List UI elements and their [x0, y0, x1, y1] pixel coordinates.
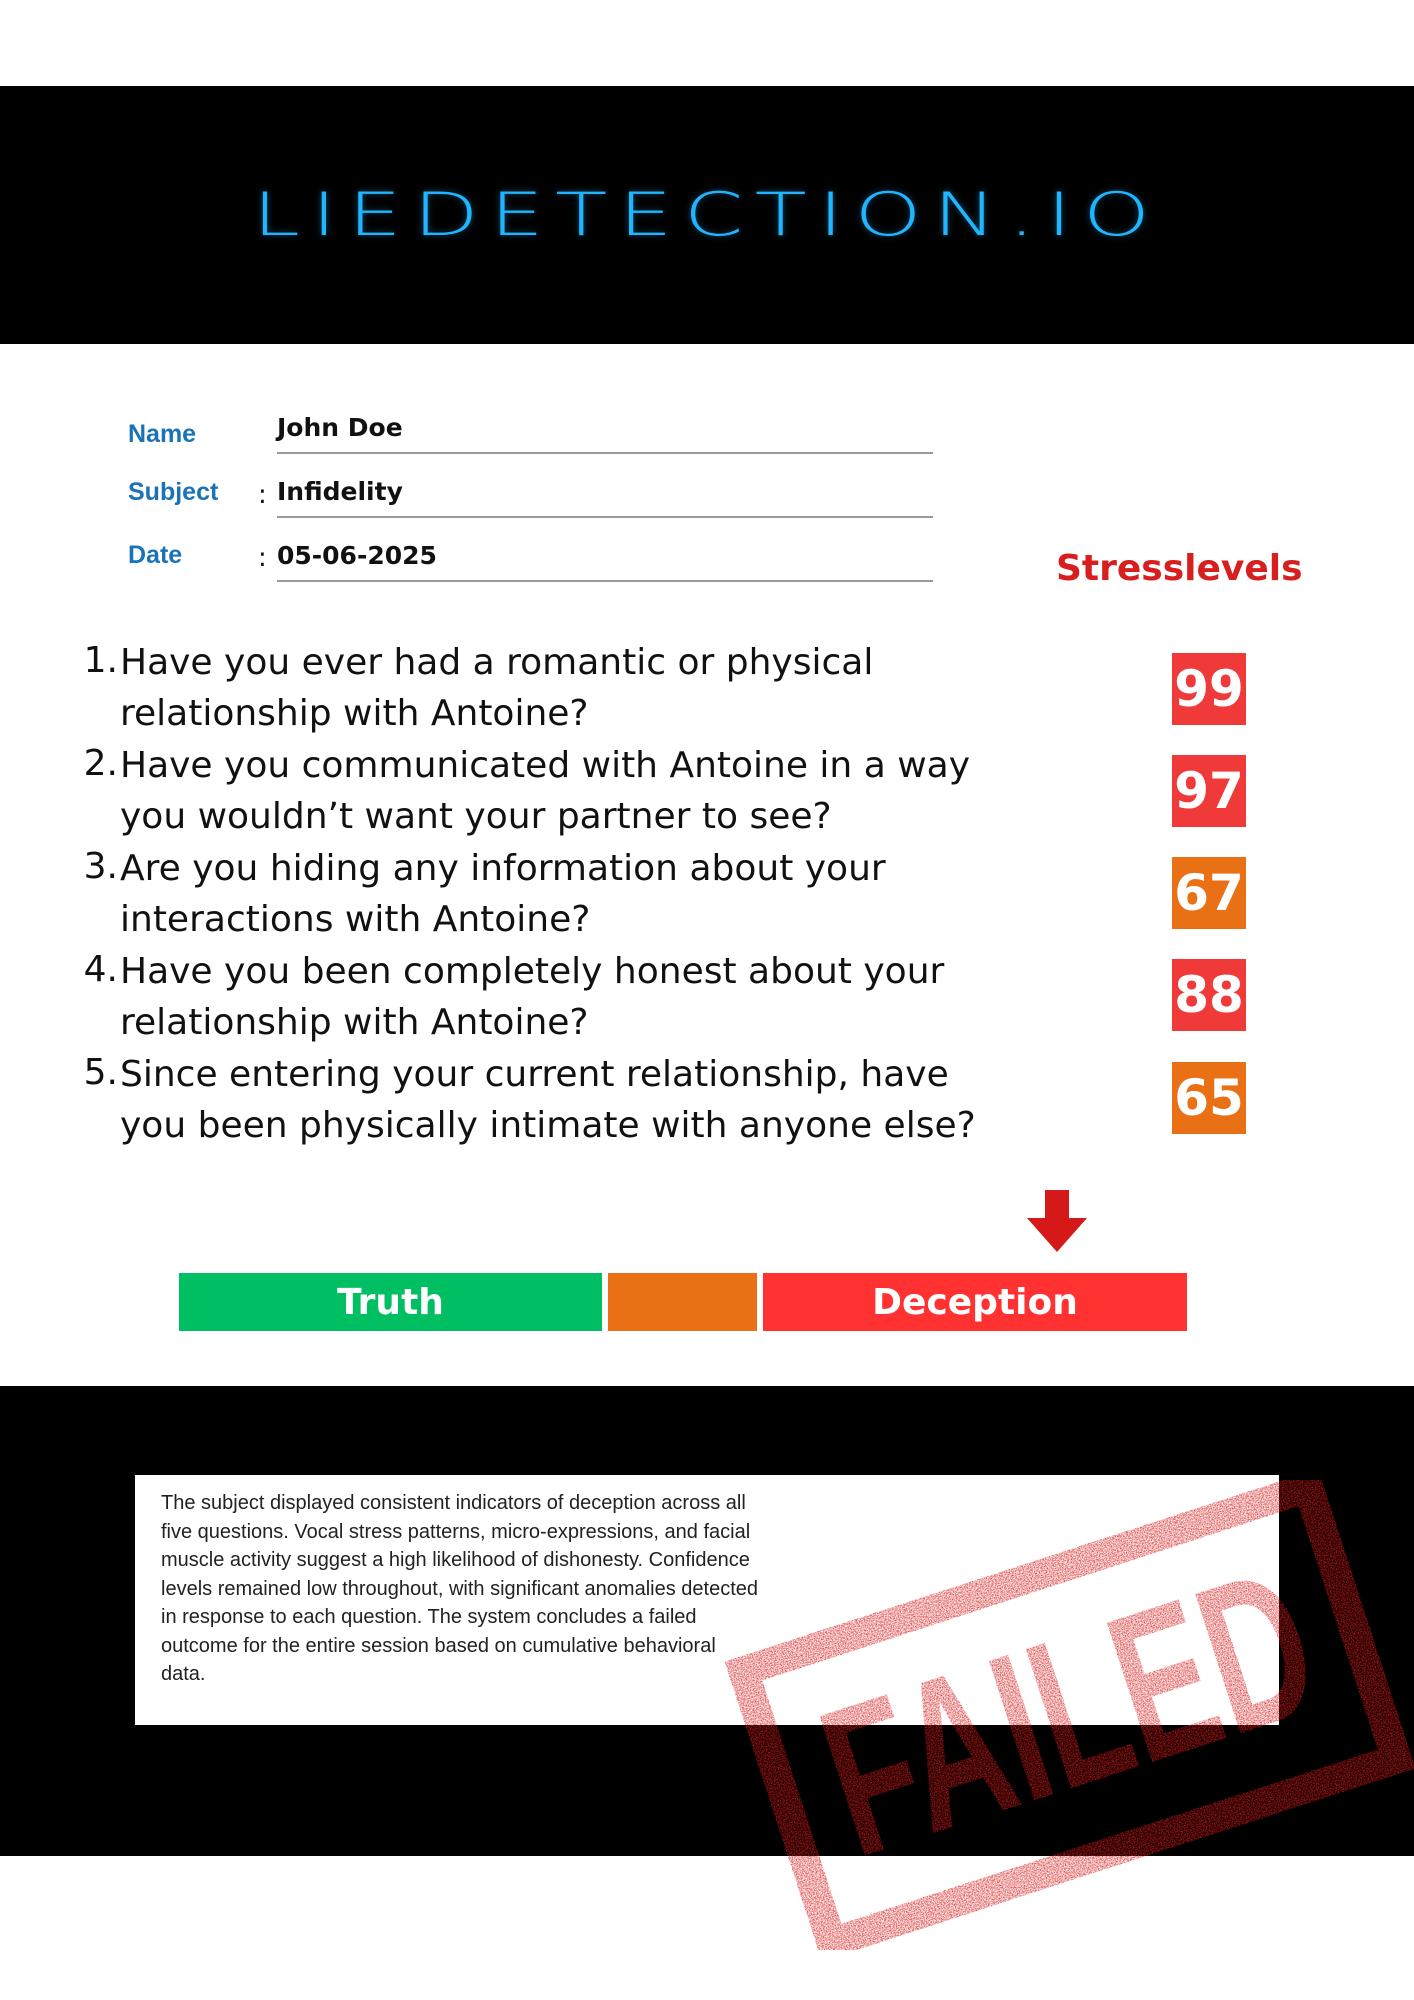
subject-colon: : [258, 480, 267, 510]
question-text [120, 637, 1060, 739]
question-line: you wouldn’t want your partner to see? [120, 796, 832, 837]
stress-levels-title: Stresslevels [1056, 548, 1303, 589]
uncertain-segment [608, 1273, 757, 1331]
question-text [120, 843, 1060, 945]
brand-logo: LIEDETECTION.IO [252, 180, 1162, 250]
question-line: Have you ever had a romantic or physical [120, 642, 874, 683]
question-number: 2. [83, 743, 118, 784]
stress-score: 97 [1172, 755, 1246, 827]
question-line: Since entering your current relationship, have [120, 1054, 949, 1095]
truth-label: Truth [337, 1281, 444, 1323]
stress-score: 67 [1172, 857, 1246, 929]
question-line: interactions with Antoine? [120, 899, 591, 940]
date-colon: : [258, 543, 267, 573]
name-label: Name [128, 420, 197, 448]
question-line: Have you been completely honest about your [120, 951, 945, 992]
question-text [120, 1049, 1060, 1151]
question-number: 4. [83, 949, 118, 990]
subject-value: Infidelity [277, 477, 933, 518]
stress-score: 88 [1172, 959, 1246, 1031]
question-line: Are you hiding any information about your [120, 848, 886, 889]
question-line: Have you communicated with Antoine in a way [120, 745, 971, 786]
summary-text: The subject displayed consistent indicators of deception across all five questions. Vocal stress patterns, micro-expressions, and facial muscle activity suggest a high likelihood of dishonesty. Confidence levels remained low throughout, with significant anomalies detected in response to each question. The system concludes a failed outcome for the entire session based on cumulative behavioral data. [161, 1492, 759, 1685]
question-number: 1. [83, 640, 118, 681]
stamp-text: FAILED [796, 1522, 1342, 1903]
question-line: relationship with Antoine? [120, 693, 589, 734]
deception-label: Deception [872, 1281, 1078, 1323]
failed-stamp [725, 1480, 1414, 1950]
question-number: 3. [83, 846, 118, 887]
question-text [120, 946, 1060, 1048]
question-line: relationship with Antoine? [120, 1002, 589, 1043]
question-text [120, 740, 1060, 842]
deception-segment [763, 1273, 1187, 1331]
subject-label: Subject [128, 478, 219, 506]
date-label: Date [128, 541, 183, 569]
truth-segment [179, 1273, 602, 1331]
stress-score: 99 [1172, 653, 1246, 725]
stress-score: 65 [1172, 1062, 1246, 1134]
date-value: 05-06-2025 [277, 541, 933, 582]
name-value: John Doe [277, 413, 933, 454]
question-number: 5. [83, 1052, 118, 1093]
arrow-down-icon [1025, 1190, 1089, 1254]
question-line: you been physically intimate with anyone else? [120, 1105, 976, 1146]
